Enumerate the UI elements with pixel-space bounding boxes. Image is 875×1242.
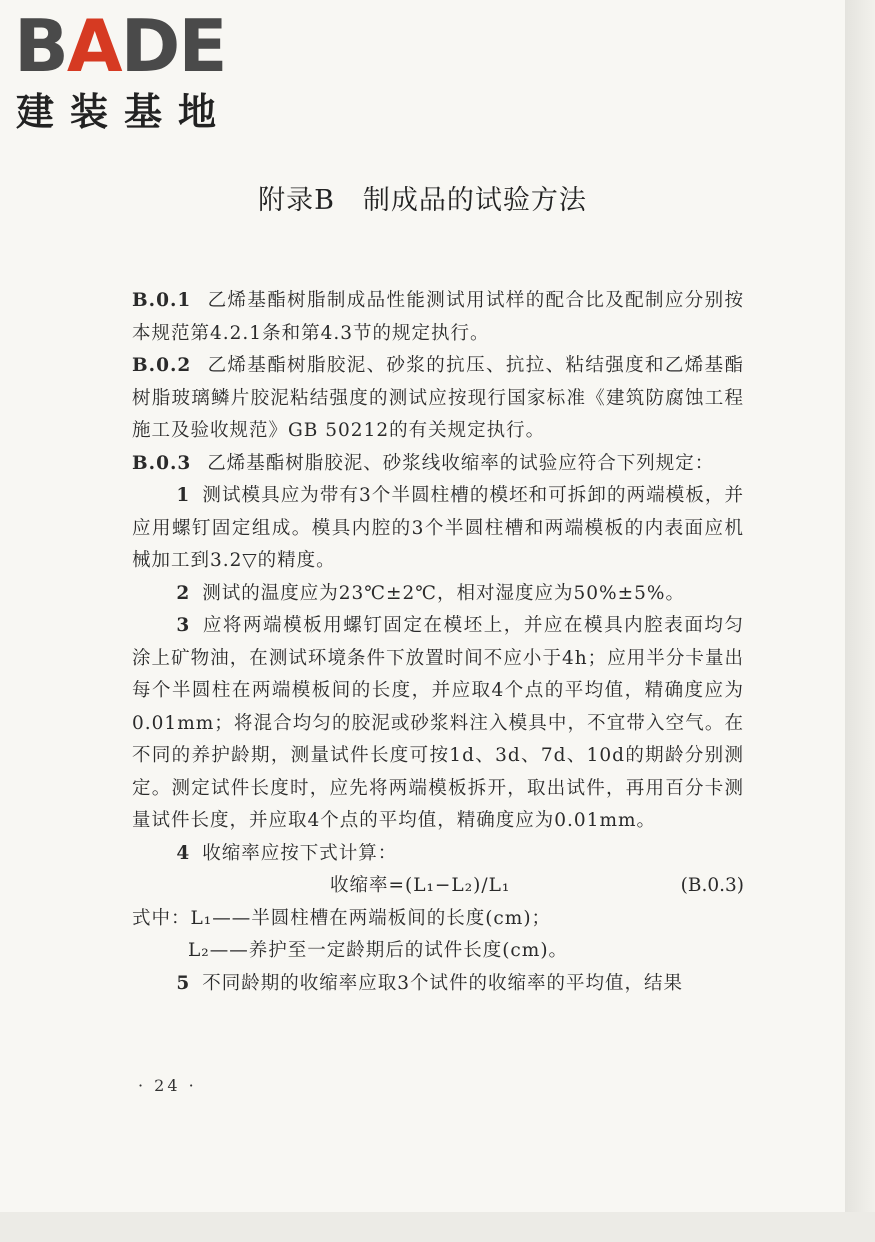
page-title xyxy=(0,178,845,217)
shrinkage-formula xyxy=(132,870,744,903)
page-number: · 24 · xyxy=(138,1076,197,1095)
item-1: 1 测试模具应为带有3个半圆柱槽的模坯和可拆卸的两端模板，并应用螺钉固定组成。模具内腔的3个半圆柱槽和两端模板的内表面应机械加工到3.2▽的精度。 xyxy=(132,485,744,571)
appendix-label: 附录B xyxy=(258,185,335,216)
formula-expression: 收缩率=(L₁−L₂)/L₁ xyxy=(330,875,511,896)
bade-logo xyxy=(14,6,254,136)
where-l1: 式中：L₁——半圆柱槽在两端板间的长度(cm)； xyxy=(132,907,552,929)
clause-b02: B.0.2 乙烯基酯树脂胶泥、砂浆的抗压、抗拉、粘结强度和乙烯基酯树脂玻璃鳞片胶泥粘结强度的测试应按现行国家标准《建筑防腐蚀工程施工及验收规范》GB 50212的有关规定执行。 xyxy=(132,355,744,441)
item-5: 5 不同龄期的收缩率应取3个试件的收缩率的平均值，结果 xyxy=(176,972,684,994)
appendix-title: 制成品的试验方法 xyxy=(362,185,587,216)
item-2: 2 测试的温度应为23℃±2℃，相对湿度应为50%±5%。 xyxy=(176,582,685,604)
clause-b01: B.0.1 乙烯基酯树脂制成品性能测试用试样的配合比及配制应分别按本规范第4.2.1条和第4.3节的规定执行。 xyxy=(132,290,744,344)
page-bottom-margin xyxy=(0,1212,875,1242)
item-3: 3 应将两端模板用螺钉固定在模坯上，并应在模具内腔表面均匀涂上矿物油，在测试环境条件下放置时间不应小于4h；应用半分卡量出每个半圆柱在两端模板间的长度，并应取4个点的平均值，精确度应为0.01mm；将混合均匀的胶泥或砂浆料注入模具中，不宜带入空气。在不同的养护龄期，测量试件长度可按1d、3d、7d、10d的期龄分别测定。测定试件长度时，应先将两端模板拆开，取出试件，再用百分卡测量试件长度，并应取4个点的平均值，精确度应为0.01mm。 xyxy=(132,615,744,831)
clause-b03: B.0.3 乙烯基酯树脂胶泥、砂浆线收缩率的试验应符合下列规定： xyxy=(132,452,715,474)
logo-subtitle: 建装基地 xyxy=(16,90,233,134)
item-4: 4 收缩率应按下式计算： xyxy=(176,842,398,864)
logo-wordmark: BADE xyxy=(14,4,226,88)
page-edge-shadow xyxy=(845,0,875,1242)
where-l2: L₂——养护至一定龄期后的试件长度(cm)。 xyxy=(188,940,569,961)
equation-number: (B.0.3) xyxy=(680,875,744,896)
document-body xyxy=(132,285,744,1000)
